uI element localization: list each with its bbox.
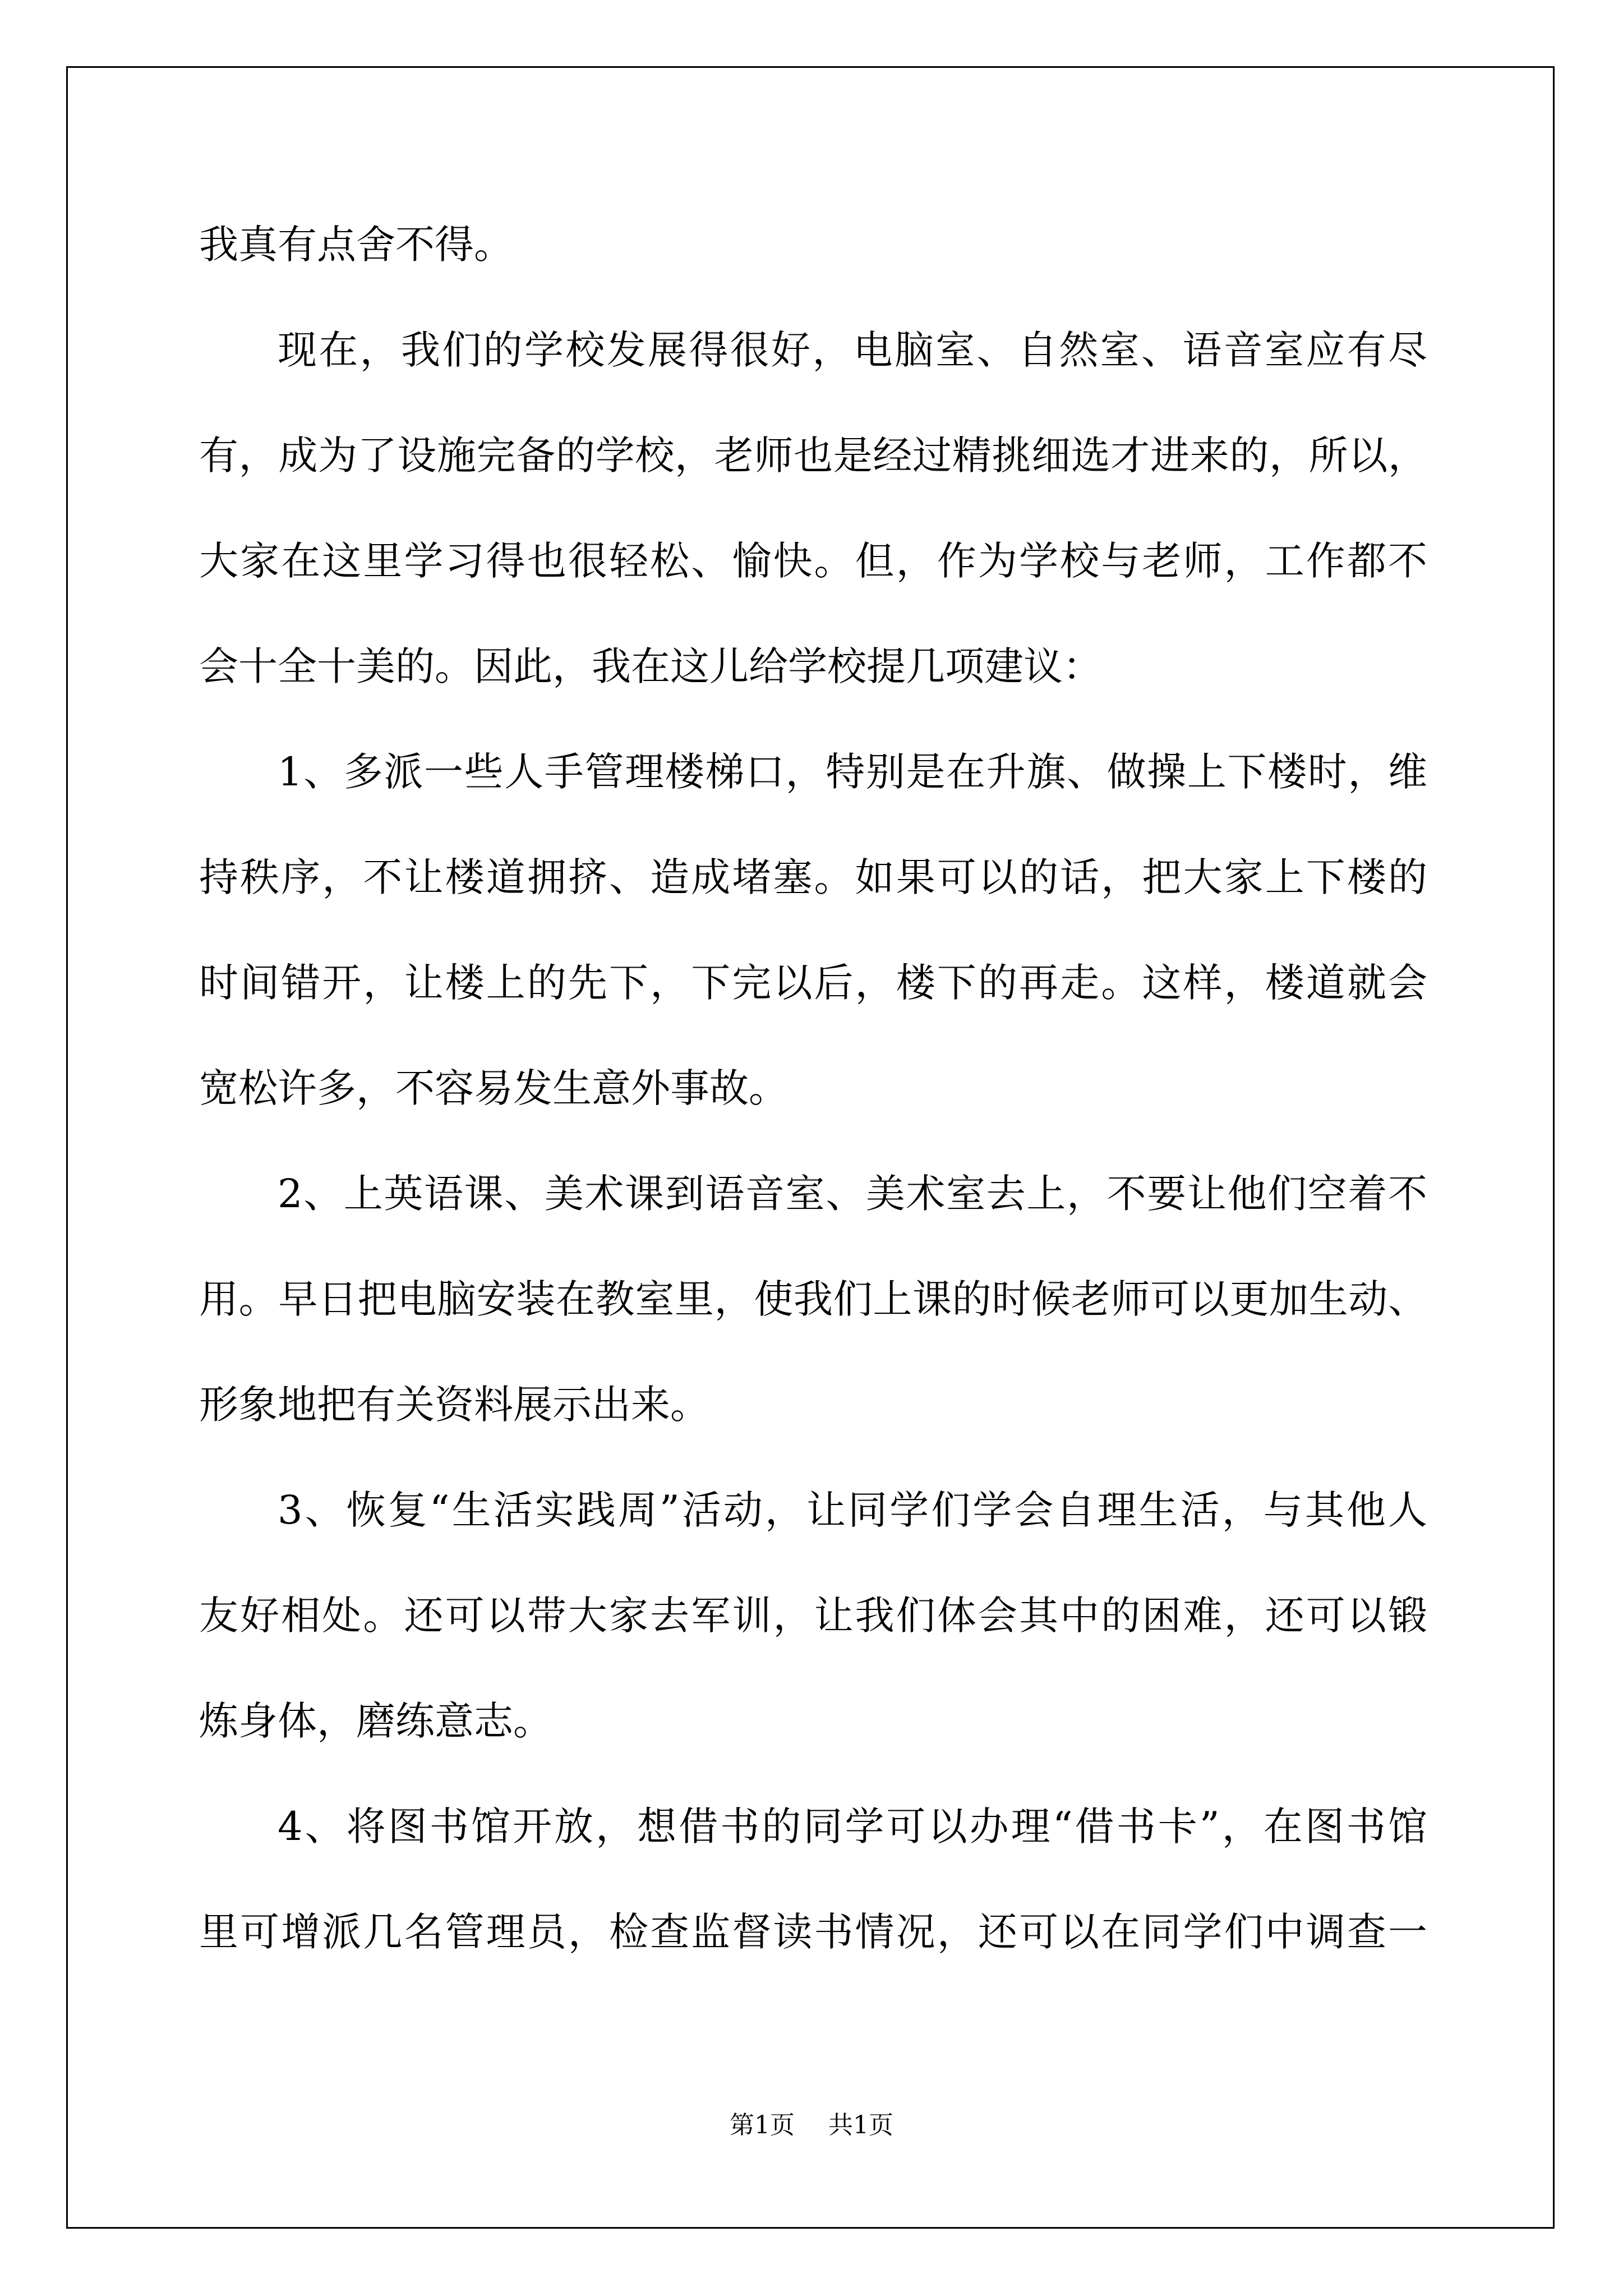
- text-line: 有，成为了设施完备的学校，老师也是经过精挑细选才进来的，所以，: [199, 432, 1427, 478]
- text-line: 里可增派几名管理员，检查监督读书情况，还可以在同学们中调查一: [199, 1909, 1427, 1955]
- page-total: 共1页: [828, 2111, 893, 2139]
- page-border: [66, 66, 1555, 2229]
- text-line: 现在，我们的学校发展得很好，电脑室、自然室、语音室应有尽: [278, 327, 1427, 373]
- text-line: 3、恢复“生活实践周”活动，让同学们学会自理生活，与其他人: [278, 1487, 1427, 1533]
- text-line: 1、多派一些人手管理楼梯口，特别是在升旗、做操上下楼时，维: [278, 749, 1427, 795]
- text-line: 4、将图书馆开放，想借书的同学可以办理“借书卡”，在图书馆: [278, 1803, 1427, 1849]
- text-line: 2、上英语课、美术课到语音室、美术室去上，不要让他们空着不: [278, 1171, 1427, 1217]
- text-line: 宽松许多，不容易发生意外事故。: [199, 1065, 788, 1111]
- text-line: 我真有点舍不得。: [199, 222, 513, 268]
- text-line: 炼身体，磨练意志。: [199, 1698, 552, 1744]
- page-number: 第1页: [730, 2111, 795, 2139]
- text-line: 时间错开，让楼上的先下，下完以后，楼下的再走。这样，楼道就会: [199, 960, 1427, 1006]
- text-line: 形象地把有关资料展示出来。: [199, 1382, 709, 1428]
- text-line: 用。早日把电脑安装在教室里，使我们上课的时候老师可以更加生动、: [199, 1276, 1427, 1322]
- text-line: 持秩序，不让楼道拥挤、造成堵塞。如果可以的话，把大家上下楼的: [199, 854, 1427, 900]
- page-footer: [0, 2105, 1623, 2141]
- text-line: 大家在这里学习得也很轻松、愉快。但，作为学校与老师，工作都不: [199, 538, 1427, 584]
- text-line: 友好相处。还可以带大家去军训，让我们体会其中的困难，还可以锻: [199, 1593, 1427, 1639]
- text-line: 会十全十美的。因此，我在这儿给学校提几项建议：: [199, 643, 1102, 689]
